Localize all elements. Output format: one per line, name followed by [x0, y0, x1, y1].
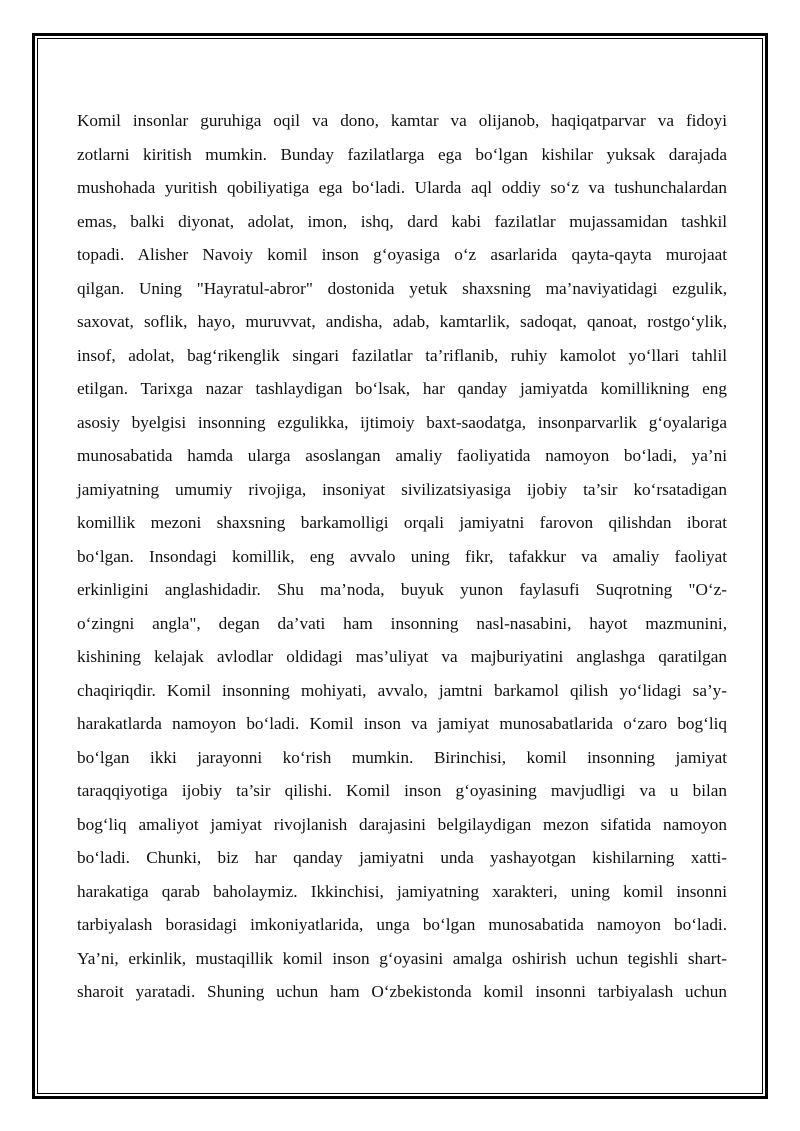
- text-line: Komil insonlar guruhiga oqil va dono, kamtar va olijanob, haqiqatparvar va fidoyi: [77, 111, 727, 130]
- text-line: tarbiyalash borasidagi imkoniyatlarida, unga bo‘lgan munosabatida namoyon bo‘ladi.: [77, 915, 727, 934]
- text-line: taraqqiyotiga ijobiy ta’sir qilishi. Komil inson g‘oyasining mavjudligi va u bilan: [77, 781, 727, 800]
- text-line: saxovat, soflik, hayo, muruvvat, andisha, adab, kamtarlik, sadoqat, qanoat, rostgo‘ylik,: [77, 312, 727, 331]
- text-line: bog‘liq amaliyot jamiyat rivojlanish darajasini belgilaydigan mezon sifatida namoyon: [77, 814, 727, 834]
- text-line: kishining kelajak avlodlar oldidagi mas’uliyat va majburiyatini anglashga qaratilgan: [77, 647, 727, 666]
- text-line: sharoit yaratadi. Shuning uchun ham O‘zbekistonda komil insonni tarbiyalash uchun: [77, 982, 727, 1001]
- text-line: zotlarni kiritish mumkin. Bunday fazilatlarga ega bo‘lgan kishilar yuksak darajada: [77, 144, 727, 164]
- text-line: harakatlarda namoyon bo‘ladi. Komil inson va jamiyat munosabatlarida o‘zaro bog‘liq: [77, 714, 727, 733]
- text-line: komillik mezoni shaxsning barkamolligi orqali jamiyatni farovon qilishdan iborat: [77, 513, 727, 532]
- text-line: etilgan. Tarixga nazar tashlaydigan bo‘lsak, har qanday jamiyatda komillikning eng: [77, 379, 727, 398]
- text-line: bo‘ladi. Chunki, biz har qanday jamiyatni unda yashayotgan kishilarning xatti-: [77, 848, 727, 867]
- text-line: harakatiga qarab baholaymiz. Ikkinchisi, jamiyatning xarakteri, uning komil insonni: [77, 881, 727, 901]
- text-line: jamiyatning umumiy rivojiga, insoniyat sivilizatsiyasiga ijobiy ta’sir ko‘rsatadigan: [77, 479, 727, 499]
- text-line: o‘zingni angla", degan da’vati ham insonning nasl-nasabini, hayot mazmunini,: [77, 613, 727, 633]
- text-line: mushohada yuritish qobiliyatiga ega bo‘ladi. Ularda aql oddiy so‘z va tushunchalardan: [77, 178, 727, 197]
- text-line: emas, balki diyonat, adolat, imon, ishq, dard kabi fazilatlar mujassamidan tashkil: [77, 211, 727, 231]
- text-line: Ya’ni, erkinlik, mustaqillik komil inson g‘oyasini amalga oshirish uchun tegishli shart-: [77, 948, 727, 968]
- text-line: munosabatida hamda ularga asoslangan amaliy faoliyatida namoyon bo‘ladi, ya’ni: [77, 446, 727, 465]
- text-line: qilgan. Uning "Hayratul-abror" dostonida yetuk shaxsning ma’naviyatidagi ezgulik,: [77, 278, 727, 298]
- text-line: chaqiriqdir. Komil insonning mohiyati, avvalo, jamtni barkamol qilish yo‘lidagi sa’y-: [77, 680, 727, 700]
- text-line: erkinligini anglashidadir. Shu ma’noda, buyuk yunon faylasufi Suqrotning "O‘z-: [77, 580, 727, 599]
- text-line: topadi. Alisher Navoiy komil inson g‘oyasiga o‘z asarlarida qayta-qayta murojaat: [77, 245, 727, 264]
- text-line: bo‘lgan ikki jarayonni ko‘rish mumkin. Birinchisi, komil insonning jamiyat: [77, 747, 727, 767]
- text-line: insof, adolat, bag‘rikenglik singari fazilatlar ta’riflanib, ruhiy kamolot yo‘llari tahlil: [77, 345, 727, 365]
- text-line: asosiy byelgisi insonning ezgulikka, ijtimoiy baxt-saodatga, insonparvarlik g‘oyalariga: [77, 412, 727, 432]
- text-line: bo‘lgan. Insondagi komillik, eng avvalo uning fikr, tafakkur va amaliy faoliyat: [77, 546, 727, 566]
- body-text: [77, 104, 727, 1009]
